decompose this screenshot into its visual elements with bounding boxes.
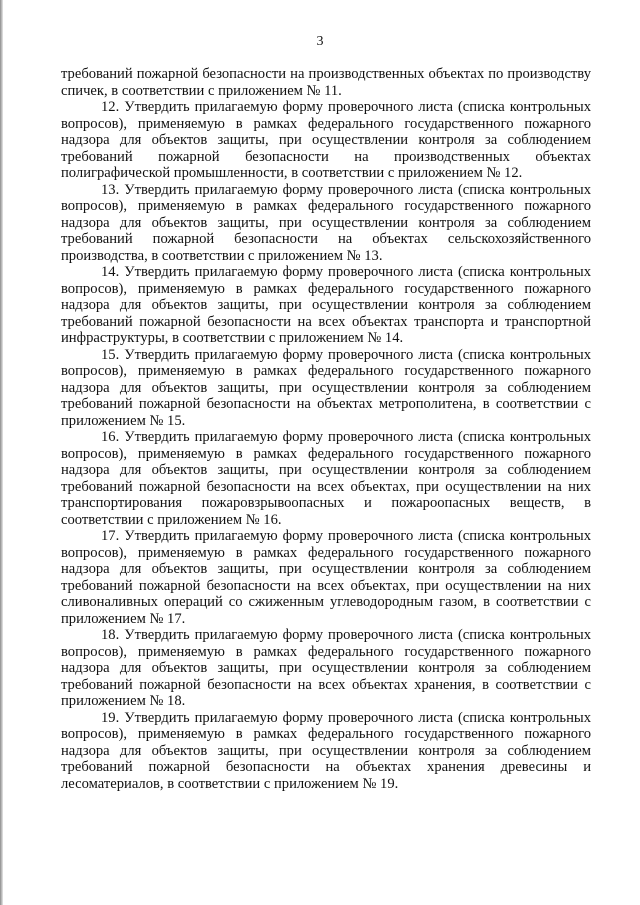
- paragraph-item-16: 16. Утвердить прилагаемую форму проверочного листа (списка контрольных вопросов), применяемую в рамках федерального государственного пожарного надзора для объектов защиты, при осуществлении контроля за соблюдением требований пожарной безопасности на всех объектах, при осуществлении на них транспортирования пожаровзрывоопасных и пожароопасных веществ, в соответствии с приложением № 16.: [61, 429, 591, 528]
- page-number: 3: [316, 34, 324, 49]
- paragraph-continuation: требований пожарной безопасности на производственных объектах по производству спичек, в соответствии с приложением № 11.: [61, 66, 591, 99]
- paragraph-item-13: 13. Утвердить прилагаемую форму проверочного листа (списка контрольных вопросов), применяемую в рамках федерального государственного пожарного надзора для объектов защиты, при осуществлении контроля за соблюдением требований пожарной безопасности на объектах сельскохозяйственного производства, в соответствии с приложением № 13.: [61, 181, 591, 264]
- paragraph-item-12: 12. Утвердить прилагаемую форму проверочного листа (списка контрольных вопросов), применяемую в рамках федерального государственного пожарного надзора для объектов защиты, при осуществлении контроля за соблюдением требований пожарной безопасности на производственных объектах полиграфической промышленности, в соответствии с приложением № 12.: [61, 99, 591, 181]
- paragraph-item-19: 19. Утвердить прилагаемую форму проверочного листа (списка контрольных вопросов), применяемую в рамках федерального государственного пожарного надзора для объектов защиты, при осуществлении контроля за соблюдением требований пожарной безопасности на объектах хранения древесины и лесоматериалов, в соответствии с приложением № 19.: [61, 709, 591, 792]
- scan-edge-shadow: [0, 0, 3, 905]
- paragraph-item-17: 17. Утвердить прилагаемую форму проверочного листа (списка контрольных вопросов), применяемую в рамках федерального государственного пожарного надзора для объектов защиты, при осуществлении контроля за соблюдением требований пожарной безопасности на всех объектах, при осуществлении на них сливоналивных операций со сжиженным углеводородным газом, в соответствии с приложением № 17.: [61, 528, 591, 627]
- paragraph-item-15: 15. Утвердить прилагаемую форму проверочного листа (списка контрольных вопросов), применяемую в рамках федерального государственного пожарного надзора для объектов защиты, при осуществлении контроля за соблюдением требований пожарной безопасности на объектах метрополитена, в соответствии с приложением № 15.: [61, 346, 591, 429]
- document-body: [61, 66, 591, 792]
- paragraph-item-14: 14. Утвердить прилагаемую форму проверочного листа (списка контрольных вопросов), применяемую в рамках федерального государственного пожарного надзора для объектов защиты, при осуществлении контроля за соблюдением требований пожарной безопасности на всех объектах транспорта и транспортной инфраструктуры, в соответствии с приложением № 14.: [61, 264, 591, 346]
- paragraph-item-18: 18. Утвердить прилагаемую форму проверочного листа (списка контрольных вопросов), применяемую в рамках федерального государственного пожарного надзора для объектов защиты, при осуществлении контроля за соблюдением требований пожарной безопасности на всех объектах хранения, в соответствии с приложением № 18.: [61, 627, 591, 709]
